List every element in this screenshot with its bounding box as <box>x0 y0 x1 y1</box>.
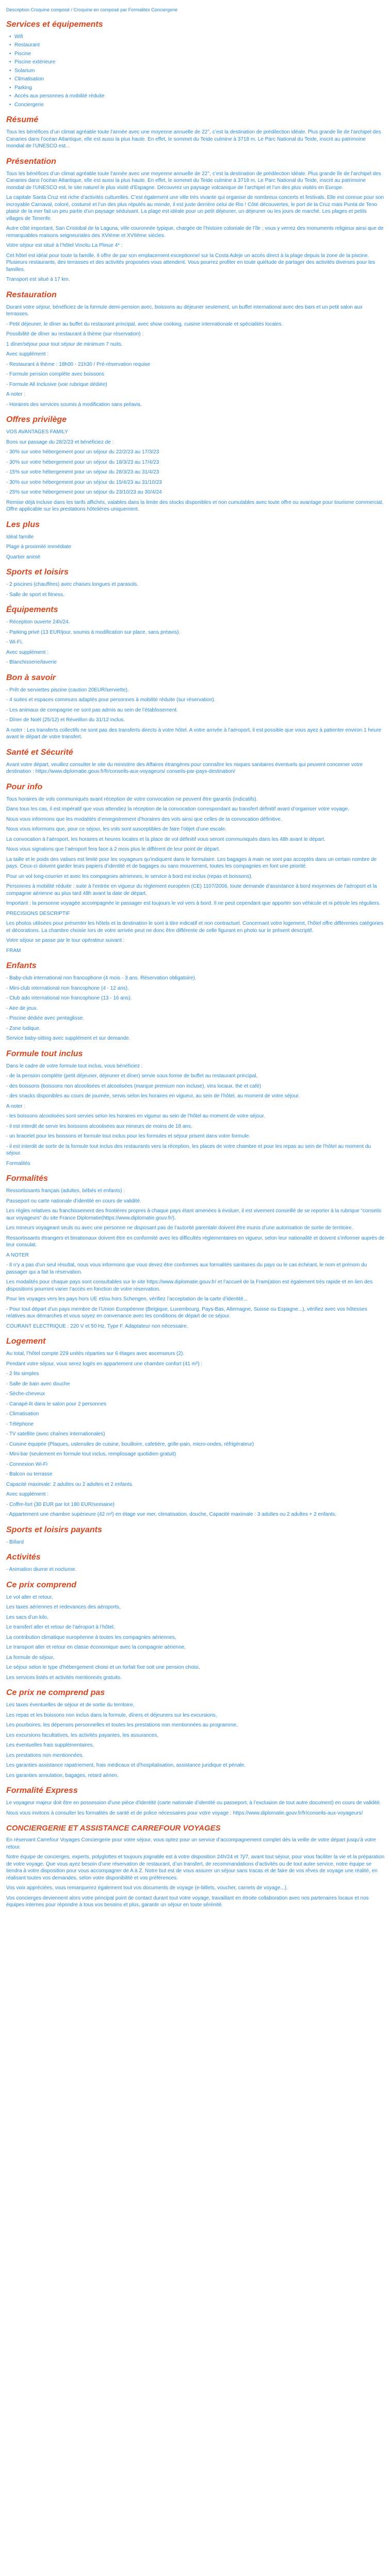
offres-line: - 30% sur votre hébergement pour un séjour du 18/3/23 au 17/4/23 <box>6 459 159 465</box>
restauration-line: A noter : <box>6 392 26 398</box>
plus-line: Plage à proximité immédiate <box>6 544 72 550</box>
plus-line: Idéal famille <box>6 534 34 540</box>
formalites-line: - Pour tout départ d’un pays membre de l’Union Européenne (Belgique, Luxembourg, Pays-Bas, Allemagne, Suisse ou Espagne...), vérifiez avec vos hôtesses relatives aux démarches et vous soyez en convenance avec les conditions de départ de ce séjour. <box>6 1306 367 1319</box>
logement-line: - Balcon ou terrasse <box>6 1471 53 1478</box>
plus-line: Quartier animé <box>6 554 41 560</box>
enfants-line: - Mini-club international non francophone (4 - 12 ans). <box>6 985 129 991</box>
activites-line: - Animation diurne et nocturne. <box>6 1567 77 1573</box>
service-item: • Conciergerie <box>14 101 385 109</box>
logement-line: - 2 lits simples <box>6 1371 39 1377</box>
pour-info-line: Tous horaires de vols communiqués avant réception de votre convocation ne peuvent être garantis (indicatifs). <box>6 796 258 802</box>
section-title-bon-a-savoir: Bon à savoir <box>6 673 56 682</box>
pour-info-line: Important : la personne voyagée accompagnée le passager est toujours le vol vers à bord. Il ne peut cependant que apporter son véhicule et ni pétrole les réguliers. <box>6 901 381 907</box>
bon-line: - Prêt de serviettes piscine (caution 20EUR/serviette). <box>6 687 129 693</box>
formalites-line: Ressortissants étrangers et binationaux doivent être en conformité avec les difficultés réglementaires en vigueur, selon leur nationalité et doivent s’informer auprès de leur consulat. <box>6 1235 384 1248</box>
section-title-pour-info: Pour info <box>6 782 43 791</box>
enfants-line: - Zone ludique. <box>6 1025 41 1031</box>
prix-ne-comprend-line: Les garanties annulation, bagages, retard aérien. <box>6 1772 119 1778</box>
enfants-line: - Piscine dédiée avec pentaglisse. <box>6 1015 85 1022</box>
formalites-line: COURANT ELECTRIQUE : 220 V et 50 Hz. Type F. Adaptateur non nécessaire. <box>6 1323 188 1329</box>
formule-line: - des snacks disponibles au cours de journée, servis selon les horaires en vigueur, au sein de l’hôtel, au moment de votre séjour. <box>6 1093 300 1099</box>
restauration-line: - Horaires des services soumis à modification sans préavis. <box>6 401 142 408</box>
formule-line: - il est interdit de servir les boissons alcoolisées aux mineurs de moins de 18 ans. <box>6 1123 192 1129</box>
offres-line: - 30% sur votre hébergement pour un séjour du 22/2/23 au 17/3/23 <box>6 449 159 455</box>
logement-line: - Mini-bar (seulement en formule tout inclus, remplissage quotidien gratuit) <box>6 1451 176 1458</box>
formalites-line: Pour les voyages vers les pays hors UE et/ou hors Schengen, vérifiez l’acceptation de la carte d’identité... <box>6 1296 248 1302</box>
enfants-line: - Baby-club international non francophone (4 mois - 3 ans. Réservation obligatoire). <box>6 975 197 981</box>
formalites-line: A NOTER <box>6 1252 29 1258</box>
bon-line: - Les animaux de compagnie ne sont pas admis au sein de l’établissement. <box>6 707 178 713</box>
section-title-prix-ne-comprend: Ce prix ne comprend pas <box>6 1688 105 1698</box>
pour-info-line: La taille et le poids des valises est limité pour les voyageurs qu’indiquent dans le formulaire. Les bagages à main ne sont pas acceptés dans un certain nombre de pays. Ceux-ci doivent garder leurs papiers d’identité et de bagages ou sans mouvement, toutes les compagnies en font une priorité. <box>6 856 377 870</box>
prix-comprend-line: Le transport aller et retour en classe économique avec la compagnie aérienne, <box>6 1645 186 1651</box>
enfants-line: Service baby-sitting avec supplément et sur demande. <box>6 1036 131 1042</box>
equipements-line: Avec supplément : <box>6 649 49 655</box>
service-item: • Wifi <box>14 33 385 41</box>
sports-payants-line: - Billard <box>6 1539 24 1545</box>
section-title-services: Services et équipements <box>6 20 103 29</box>
logement-line: - Climatisation <box>6 1411 39 1417</box>
logement-line: - Salle de bain avec douche <box>6 1381 70 1387</box>
presentation-paragraph: Tous les bénéfices d’un climat agréable toute l’année avec une moyenne annuelle de 22°, c’est la destination de prédilection idéale. Plus grande île de l’archipel des Canaries dans l’océan Atlantique, elle est aussi la plus haute. En effet, le sommet du Teide culmine à 3718 m. Le Parc National du Teide, inscrit au patrimoine mondial de l’UNESCO est, le site naturel le plus visité d’Espagne. Découvrez un paysage volcanique de l’archipel et l’un des plus visités en Europe. <box>6 171 381 191</box>
section-title-enfants: Enfants <box>6 961 37 971</box>
enfants-line: - Club ado international non francophone (13 - 16 ans). <box>6 995 132 1002</box>
section-title-sante: Santé et Sécurité <box>6 748 73 757</box>
prix-comprend-line: Le transfert aller et retour de l’aéroport à l’hôtel, <box>6 1624 115 1631</box>
formule-line: Dans le cadre de votre formule tout inclus, vous bénéficiez : <box>6 1063 143 1069</box>
prix-comprend-line: La formule de séjour, <box>6 1654 55 1660</box>
prix-ne-comprend-line: Les éventuelles frais supplémentaires, <box>6 1742 94 1749</box>
pour-info-line: Les photos utilisées pour présenter les hôtels et la destination le sont à titre indicatif et non contractuel. Concernant votre logement, l’hôtel offre différentes catégories et décorations. La chambre choisie lors de votre arrivée peut ne donc être différente de celle figurant en photo sur le présent descriptif. <box>6 921 384 934</box>
prix-ne-comprend-line: Les garanties assistance rapatriement, frais médicaux et d’hospitalisation, assistance juridique et pénale. <box>6 1762 246 1769</box>
section-title-presentation: Présentation <box>6 157 56 166</box>
section-title-formalites: Formalités <box>6 1174 48 1183</box>
resume-text: Tous les bénéfices d’un climat agréable toute l’année avec une moyenne annuelle de 22°, c’est la destination de prédilection idéale. Plus grande île de l’archipel des Canaries dans l’océan Atlantique, elle est aussi la plus haute. En effet, le sommet du Teide culmine à 3718 m. Le Parc National du Teide, inscrit au patrimoine mondial de l’UNESCO est... <box>6 129 381 149</box>
pour-info-line: Votre séjour se passe par le tour opérateur suivant : <box>6 938 125 944</box>
equipements-line: - Réception ouverte 24h/24. <box>6 619 70 625</box>
presentation-paragraph: Transport est situé à 17 km. <box>6 277 70 283</box>
restauration-line: 1 dîner/séjour pour tout séjour de minimum 7 nuits. <box>6 341 123 347</box>
section-title-activites: Activités <box>6 1553 41 1562</box>
presentation-paragraph: Cet hôtel est idéal pour toute la famille. Il offre de par son emplacement exceptionnel sur la Costa Adeje un accès direct à la plage depuis la zone de la piscine. Plusieurs restaurants, des terrasses et des activités proposées vous attendent. Vous pourrez profiter en toute quiétude de partager des activités diverses pour les familles. <box>6 252 375 273</box>
logement-line: - Sèche-cheveux <box>6 1391 45 1397</box>
formalites-line: Les modalités pour chaque pays sont consultables sur le site https://www.diplomatie.gouv.fr/ et l’accueil de la Fram(ation est également très rapide et en lien des dispositions pourront varier l’accès en fonction de votre réservation. <box>6 1279 373 1292</box>
conciergerie-line: En réservant Carrefour Voyages Conciergerie pour votre séjour, vous optez pour un service d’accompagnement complet dès la veille de votre départ jusqu’à votre retour. <box>6 1837 377 1850</box>
section-title-prix-comprend: Ce prix comprend <box>6 1580 77 1589</box>
formalite-expresse-line: Le voyageur majeur doit être en possession d’une pièce d’identité (carte nationale d’identité ou passeport, à l’exclusion de tout autre document) en cours de validité. <box>6 1800 381 1806</box>
logement-line: Pendant votre séjour, vous serez logés en appartement une chambre confort (41 m²) : <box>6 1361 203 1367</box>
service-item: • Accès aux personnes à mobilité réduite <box>14 93 385 100</box>
description-header: Description Croquine composé / Croquine en composé par Formalités Conciergerie <box>6 7 178 12</box>
logement-line: - Connexion Wi-Fi <box>6 1461 48 1467</box>
prix-ne-comprend-line: Les prestations non mentionnées. <box>6 1752 84 1758</box>
service-item: • Restaurant <box>14 42 385 49</box>
service-item: • Parking <box>14 84 385 92</box>
formalites-line: - Il n’y a pas d’un seul résultat, nous vous informons que vous devez être conformes aux formalités sanitaires du pays ou le cas échéant, le nom et prénom du passager qui a fait la réservation. <box>6 1262 367 1275</box>
presentation-paragraph: Votre séjour est situé à l’hôtel Vincitu La Plinue 4* : <box>6 243 123 249</box>
logement-line: Au total, l’hôtel compte 229 unités réparties sur 6 étages avec ascenseurs (2). <box>6 1351 185 1357</box>
pour-info-line: La convocation à l’aéroport, les horaires et heures locales et la place de vol définitif vous seront communiqués dans les 48h avant le départ. <box>6 836 325 842</box>
formule-line: - de la pension complète (petit déjeuner, déjeuner et dîner) servie sous forme de buffet au restaurant principal, <box>6 1073 258 1079</box>
service-item: • Piscine <box>14 50 385 58</box>
section-title-conciergerie: CONCIERGERIE ET ASSISTANCE CARREFOUR VOYAGES <box>6 1824 221 1833</box>
pour-info-line: Nous vous informons que, pour ce séjour, les vols sont susceptibles de faire l’objet d’une escale. <box>6 826 226 833</box>
restauration-line: - Formule All Inclusive (voir rubrique dédiée) <box>6 381 107 387</box>
restauration-line: - Restaurant à thème : 18h00 - 21h30 / Pré-réservation requise <box>6 361 151 367</box>
restauration-line: Possibilité de dîner au restaurant à thème (sur réservation) : <box>6 331 144 337</box>
logement-line: - Téléphone <box>6 1421 34 1427</box>
prix-comprend-line: La contribution climatique européenne à toutes les compagnies aériennes, <box>6 1634 176 1640</box>
section-title-sports-payants: Sports et loisirs payants <box>6 1525 102 1534</box>
prix-comprend-line: Le vol aller et retour, <box>6 1594 53 1600</box>
formule-line: A noter : <box>6 1103 26 1109</box>
enfants-line: - Aire de jeux. <box>6 1005 38 1011</box>
section-title-formule: Formule tout inclus <box>6 1049 83 1058</box>
services-list <box>14 33 385 109</box>
section-title-sports: Sports et loisirs <box>6 568 69 577</box>
sports-line: - Salle de sport et fitness. <box>6 591 64 598</box>
pour-info-line: Nous vous signalons que l’aéroport fera face à 2 mois plus le différent de leur point de départ. <box>6 846 220 853</box>
equipements-line: - Parking privé (13 EUR/jour, soumis à modification sur place, sans préavis). <box>6 629 181 635</box>
offres-line: - 15% sur votre hébergement pour un séjour du 28/3/23 au 31/4/23 <box>6 469 159 476</box>
section-title-restauration: Restauration <box>6 290 57 299</box>
formalites-line: Passeport ou carte nationale d’identité en cours de validité. <box>6 1198 141 1204</box>
prix-ne-comprend-line: Les taxes éventuelles de séjour et de sortie du territoire, <box>6 1702 135 1708</box>
formule-line: Formalités <box>6 1160 30 1166</box>
section-title-logement: Logement <box>6 1337 46 1346</box>
offres-line: VOS AVANTAGES FAMILY <box>6 429 68 435</box>
logement-line: Avec supplément : <box>6 1492 49 1498</box>
service-item: • Solarium <box>14 67 385 75</box>
section-title-formalite-expresse: Formalité Express <box>6 1786 78 1795</box>
offres-line: Bons sur passage du 28/2/23 et bénéficiez de : <box>6 439 114 445</box>
conciergerie-line: Vos voix appréciées, vous remarquerez également tout vos documents de voyage (e-billets, voucher, carnets de voyage...). <box>6 1885 288 1891</box>
offres-line: Remise déjà incluse dans les tarifs affichés, valables dans la limite des stocks disponibles et non cumulables avec toute offre ou avantage pour tourisme commercial. Offre applicable sur les prestations hôtelières uniquement. <box>6 499 384 513</box>
equipements-line: - Blanchisserie/laverie <box>6 659 57 666</box>
pour-info-line: Nous vous informons que les modalités d’enregistrement d’horaires des vols ainsi que celles de la convocation définitive. <box>6 816 282 822</box>
logement-line: Capacité maximale: 2 adultes ou 2 adultes et 2 enfants. <box>6 1481 134 1487</box>
prix-comprend-line: Les sacs d’un kilo, <box>6 1614 48 1620</box>
section-title-plus: Les plus <box>6 520 40 529</box>
restauration-line: - Petit déjeuner, le dîner au buffet du restaurant principal, avec show cooking, cuisine internationale et spécialités locales. <box>6 321 283 327</box>
prix-ne-comprend-line: Les excursions facultatives, les activités payantes, les assurances, <box>6 1732 159 1738</box>
formalites-line: Les règles relatives au franchissement des frontières propres à chaque pays étant amenées à évoluer, il est vivement conseillé de se reporter à la rubrique “conseils aux voyageurs” du site France Diplomatie(https://www.diplomatie.gouv.fr/). <box>6 1208 382 1221</box>
presentation-paragraph: La capitale Santa Cruz est riche d’activités culturelles. C’est également une ville très vivante qui organise de nombreux concerts et festivals. Elle est connue pour son incroyable Carnaval, coloré, costumé et l’un des plus réputés au monde, il est juste derrière celui de Rio ! Côté découvertes, le port de la Cruz mais Punta de Teno plaisir de la mer fait un peu partie d’un paysage séduisant. La plage est idéale pour un petit déjeuner, un déjeuner ou les jours de marché. Les plages et petits villages de Tenerife. <box>6 195 384 222</box>
pour-info-line: Personnes à mobilité réduite : suite à l’entrée en vigueur du règlement européen (CE) 1107/2006, toute demande d’assistance à bord moyennes de l’aéroport et la compagnie aérienne au plus tard 48h avant la date de départ. <box>6 884 377 896</box>
formule-line: - les boissons alcoolisées sont servies selon les horaires en vigueur au sein de l’hôtel au moment de votre séjour. <box>6 1113 265 1120</box>
section-title-equipements: Équipements <box>6 605 58 615</box>
prix-ne-comprend-line: Les repas et les boissons non inclus dans la formule, dîners et déjeuners sur les excursions, <box>6 1712 217 1718</box>
equipements-line: - Wi-Fi. <box>6 639 23 646</box>
bon-line: A noter : Les transferts collectifs ne sont pas des transferts directs à votre hôtel. A votre arrivée à l’aéroport, il est possible que vous ayez à patienter environ 1 heure avant le départ de votre transfert. <box>6 727 382 740</box>
conciergerie-line: Vos concierges deviennent alors votre principal point de contact durant tout votre voyage, travaillant en étroite collaboration avec nos partenaires locaux et nos équipes internes pour répondre à tous vos besoins et plus, garantir un séjour en toute sérénité. <box>6 1895 369 1908</box>
restauration-line: - Formule pension complète avec boissons <box>6 371 105 378</box>
formalites-line: Ressortissants français (adultes, bébés et enfants) : <box>6 1188 125 1194</box>
prix-ne-comprend-line: Les pourboires, les dépenses personnelles et toutes les prestations non mentionnées au programme, <box>6 1722 238 1728</box>
formule-line: - des boissons (boissons non alcoolisées et alcoolisées (marque premium non incluse), vins locaux, thé et café) <box>6 1083 262 1089</box>
pour-info-line: Pour un vol long-courrier et avec les compagnies aériennes, le service à bord est inclus (repas et boissons). <box>6 873 253 879</box>
presentation-paragraph: Autre côté important, San Cristobal de la Laguna, ville couronnée typique, chargée de l’histoire coloniale de l’île ; vous y verrez des monuments religieux ainsi que de remarquables maisons seigneuriales des XVIème et XVIIème siècles. <box>6 226 384 239</box>
restauration-line: Durant votre séjour, bénéficiez de la formule demi-pension avec, boissons au déjeuner seulement, un buffet international avec des bars et un petit salon aux terrasses. <box>6 304 363 317</box>
pour-info-line: PRECISIONS DESCRIPTIF <box>6 910 70 917</box>
prix-comprend-line: Les services listés et activités mentionnés gratuits. <box>6 1674 122 1681</box>
bon-line: - Dîner de Noël (25/12) et Réveillon du 31/12 inclus. <box>6 717 125 723</box>
section-title-offres: Offres privilège <box>6 415 67 425</box>
pour-info-line: FRAM <box>6 947 21 954</box>
restauration-line: Avec supplément : <box>6 351 49 358</box>
prix-comprend-line: Les taxes aériennes et redevances des aéroports, <box>6 1604 121 1611</box>
sante-line: Avant votre départ, veuillez consulter le site du ministère des Affaires étrangères pour connaître les risques sanitaires éventuels qui peuvent concerner votre destination : https://www.diplomatie.gouv.fr/fr/conseils-aux-voyageurs/ conseils-par-pays-destination/ <box>6 761 363 775</box>
sports-line: - 2 piscines (chauffées) avec chaises longues et parasols. <box>6 582 139 588</box>
logement-line: - Appartement une chambre supérieure (42 m²) en étage vue mer, climatisation, douche, Capacité maximale : 3 adultes ou 2 adultes + 2 enfants. <box>6 1512 337 1518</box>
offres-line: - 30% sur votre hébergement pour un séjour du 15/4/23 au 31/10/23 <box>6 479 162 485</box>
service-item: • Piscine extérieure <box>14 59 385 66</box>
prix-comprend-line: Le séjour selon le type d’hébergement choisi et un forfait fixe soit une pension choisi, <box>6 1665 200 1671</box>
logement-line: - Cuisine équipée (Plaques, ustensiles de cuisine, bouilloire, cafetière, grille-pain, micro-ondes, réfrigérateur) <box>6 1441 254 1447</box>
logement-line: - Canapé-lit dans le salon pour 2 personnes <box>6 1401 107 1407</box>
formalite-expresse-line: Nous vous invitons à consulter les formalités de santé et de police nécessaires pour votre voyage : https://www.diplomatie.gouv.fr/fr/conseils-aux-voyageurs/ <box>6 1810 363 1816</box>
service-item: • Climatisation <box>14 76 385 83</box>
formule-line: - un bracelet pour les boissons et formule tout inclus pour les formules et séjour prisent dans votre formule. <box>6 1133 251 1140</box>
formule-line: - il est interdit de sortir de la formule tout inclus des restaurants vers la réception, les places de votre chambre et pour les repas au sein de l’hôtel au moment du séjour. <box>6 1143 371 1157</box>
logement-line: - TV satellite (avec chaînes internationales) <box>6 1431 105 1437</box>
formalites-line: Les mineurs voyageant seuls ou avec une personne ne disposant pas de l’autorité parentale doivent être munis d’une autorisation de sortie de territoire. <box>6 1225 353 1231</box>
conciergerie-line: Notre équipe de concierges, experts, polyglottes et toujours joignable est à votre disposition 24h/24 et 7j/7, avant tout séjour, pour vous faciliter la vie et la préparation de votre voyage. Que vous ayez besoin d’une réservation de restaurant, d’un transfert, de recommandations d’activités ou de tout autre service, notre équipe se tiendra à votre disposition pour vous accompagner de A à Z. Notre but est de vous assurer un séjour sans tracas et de faire de vos rêves de voyage une réalité, en réalisant toutes vos demandes, selon votre disponibilité et vos préférences. <box>6 1854 385 1881</box>
section-title-resume: Résumé <box>6 115 39 125</box>
pour-info-line: Dans tous les cas, il est impératif que vous attendiez la réception de la convocation correspondant au transfert définitif avant d’organiser votre voyage. <box>6 806 349 812</box>
offres-line: - 25% sur votre hébergement pour un séjour du 23/10/23 au 30/4/24 <box>6 489 162 496</box>
logement-line: - Coffre-fort (30 EUR par lot 180 EUR/semaine) <box>6 1501 115 1507</box>
bon-line: - 4 suites et espaces communs adaptés pour personnes à mobilité réduite (sur réservation). <box>6 697 216 703</box>
